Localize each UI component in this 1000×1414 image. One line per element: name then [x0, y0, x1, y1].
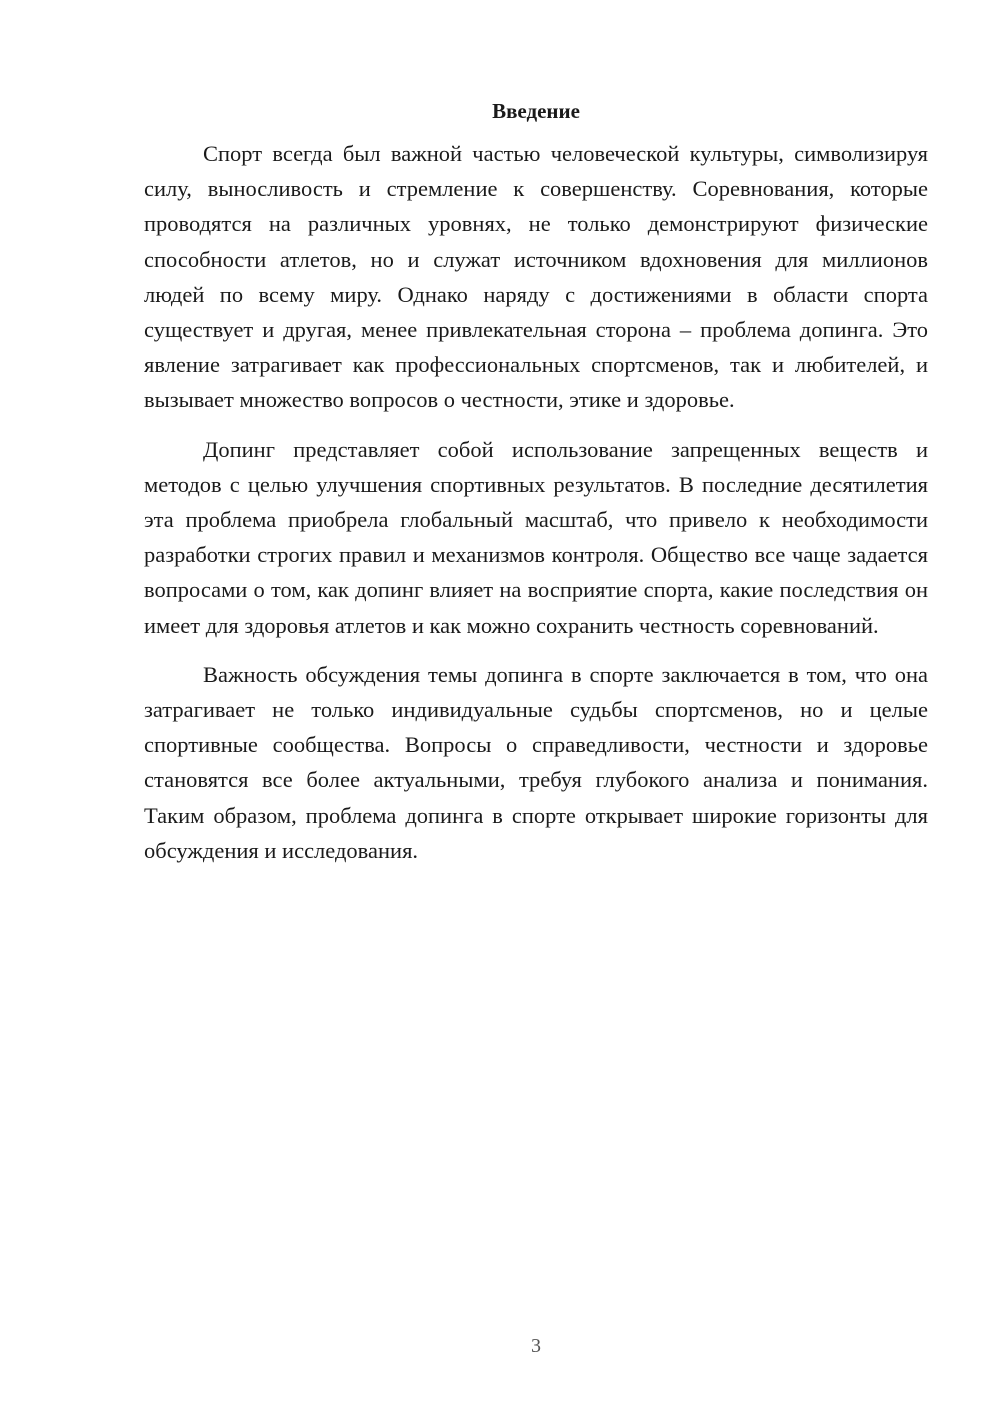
page-content	[144, 96, 928, 882]
section-title: Введение	[492, 99, 580, 123]
page-number: 3	[531, 1335, 541, 1357]
paragraph-1: Спорт всегда был важной частью человеческой культуры, символизируя силу, выносливость и стремление к совершенству. Соревнования, которые проводятся на различных уровнях, не только демонстрируют физические способности атлетов, но и служат источником вдохновения для миллионов людей по всему миру. Однако наряду с достижениями в области спорта существует и другая, менее привлекательная сторона – проблема допинга. Это явление затрагивает как профессиональных спортсменов, так и любителей, и вызывает множество вопросов о честности, этике и здоровье.	[144, 141, 928, 413]
paragraph-2: Допинг представляет собой использование запрещенных веществ и методов с целью улучшения спортивных результатов. В последние десятилетия эта проблема приобрела глобальный масштаб, что привело к необходимости разработки строгих правил и механизмов контроля. Общество все чаще задается вопросами о том, как допинг влияет на восприятие спорта, какие последствия он имеет для здоровья атлетов и как можно сохранить честность соревнований.	[144, 436, 928, 638]
paragraph-3: Важность обсуждения темы допинга в спорте заключается в том, что она затрагивает не только индивидуальные судьбы спортсменов, но и целые спортивные сообщества. Вопросы о справедливости, честности и здоровье становятся все более актуальными, требуя глубокого анализа и понимания. Таким образом, проблема допинга в спорте открывает широкие горизонты для обсуждения и исследования.	[144, 661, 928, 863]
